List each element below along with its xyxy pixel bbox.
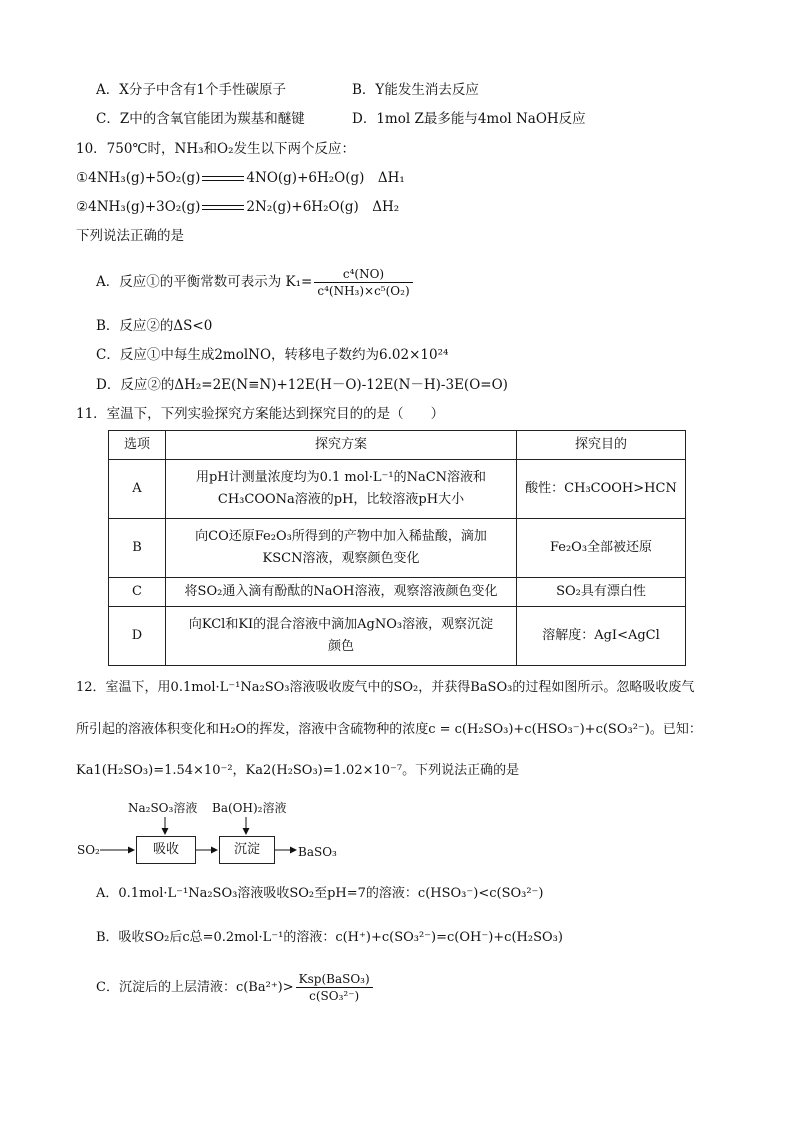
plan-line: 将SO₂通入滴有酚酞的NaOH溶液，观察溶液颜色变化 <box>184 584 498 599</box>
q9-option-d: D．1mol Z最多能与4mol NaOH反应 <box>352 111 586 127</box>
fraction-denominator: c⁴(NH₃)×c⁵(O₂) <box>317 284 410 298</box>
q12-option-c <box>96 966 375 1010</box>
fraction-numerator: Ksp(BaSO₃) <box>296 971 373 988</box>
q10-stem: 10．750℃时，NH₃和O₂发生以下两个反应： <box>76 141 356 157</box>
input-so2-label: SO₂ <box>77 843 100 857</box>
reagent-na2so3-label: Na₂SO₃溶液 <box>128 801 198 815</box>
row-goal: 溶解度：AgI<AgCl <box>517 607 686 666</box>
reaction-2-left: ②4NH₃(g)+3O₂(g) <box>76 199 201 215</box>
precipitate-step-box: 沉淀 <box>219 836 275 864</box>
absorb-step-box: 吸收 <box>136 836 196 864</box>
header-goal: 探究目的 <box>517 431 686 460</box>
q12-option-c-prefix: C．沉淀后的上层清液：c(Ba²⁺)> <box>96 980 294 995</box>
row-goal: SO₂具有漂白性 <box>517 578 686 607</box>
fraction-denominator: c(SO₃²⁻) <box>309 989 360 1003</box>
row-goal: 酸性：CH₃COOH>HCN <box>517 460 686 519</box>
row-option: A <box>109 460 166 519</box>
row-goal: Fe₂O₃全部被还原 <box>517 519 686 578</box>
q10-option-b: B．反应②的ΔS<0 <box>96 318 213 334</box>
row-option: C <box>109 578 166 607</box>
q10-option-a-prefix: A．反应①的平衡常数可表示为 K₁= <box>96 274 313 290</box>
plan-line: CH₃COONa溶液的pH，比较溶液pH大小 <box>217 492 465 507</box>
output-baso3-label: BaSO₃ <box>298 845 337 859</box>
q9-option-b: B．Y能发生消去反应 <box>352 82 479 98</box>
q10-ask: 下列说法正确的是 <box>76 228 184 244</box>
row-option: D <box>109 607 166 666</box>
q9-option-a: A．X分子中含有1个手性碳原子 <box>96 82 286 98</box>
header-option: 选项 <box>109 431 166 460</box>
q11-stem: 11．室温下，下列实验探究方案能达到探究目的的是（ ） <box>76 406 445 422</box>
q12-line-1: 12．室温下，用0.1mol·L⁻¹Na₂SO₃溶液吸收废气中的SO₂，并获得BaSO₃的过程如图所示。忽略吸收废气 <box>76 680 695 695</box>
plan-line: 用pH计测量浓度均为0.1 mol·L⁻¹的NaCN溶液和 <box>195 470 487 485</box>
reaction-2-right: 2N₂(g)+6H₂O(g) ΔH₂ <box>246 199 400 215</box>
reaction-1-left: ①4NH₃(g)+5O₂(g) <box>76 170 201 186</box>
plan-line: 向KCl和KI的混合溶液中滴加AgNO₃溶液，观察沉淀 <box>188 617 494 632</box>
plan-line: 颜色 <box>327 639 354 654</box>
header-plan: 探究方案 <box>166 431 517 460</box>
q12-option-a: A．0.1mol·L⁻¹Na₂SO₃溶液吸收SO₂至pH=7的溶液：c(HSO₃⁻)<c(SO₃²⁻) <box>96 886 544 901</box>
q12-line-2: 所引起的溶液体积变化和H₂O的挥发，溶液中含硫物种的浓度c = c(H₂SO₃)+c(HSO₃⁻)+c(SO₃²⁻)。已知： <box>76 722 702 737</box>
q9-option-c: C．Z中的含氧官能团为羰基和醚键 <box>96 111 305 127</box>
plan-line: 向CO还原Fe₂O₃所得到的产物中加入稀盐酸，滴加 <box>195 529 487 544</box>
reaction-1-right: 4NO(g)+6H₂O(g) ΔH₁ <box>246 170 405 186</box>
reagent-baoh2-label: Ba(OH)₂溶液 <box>212 801 287 815</box>
plan-line: KSCN溶液，观察颜色变化 <box>262 551 420 566</box>
q10-option-c: C．反应①中每生成2molNO，转移电子数约为6.02×10²⁴ <box>96 347 449 363</box>
row-option: B <box>109 519 166 578</box>
q10-option-d: D．反应②的ΔH₂=2E(N≡N)+12E(H－O)-12E(N－H)-3E(O=O) <box>96 377 508 393</box>
ksp-fraction <box>296 971 373 1004</box>
q12-line-3: Ka1(H₂SO₃)=1.54×10⁻²，Ka2(H₂SO₃)=1.02×10⁻⁷。下列说法正确的是 <box>76 763 520 778</box>
fraction-numerator: c⁴(NO) <box>314 266 412 283</box>
q12-option-b: B．吸收SO₂后c总=0.2mol·L⁻¹的溶液：c(H⁺)+c(SO₃²⁻)=c(OH⁻)+c(H₂SO₃) <box>96 930 563 945</box>
